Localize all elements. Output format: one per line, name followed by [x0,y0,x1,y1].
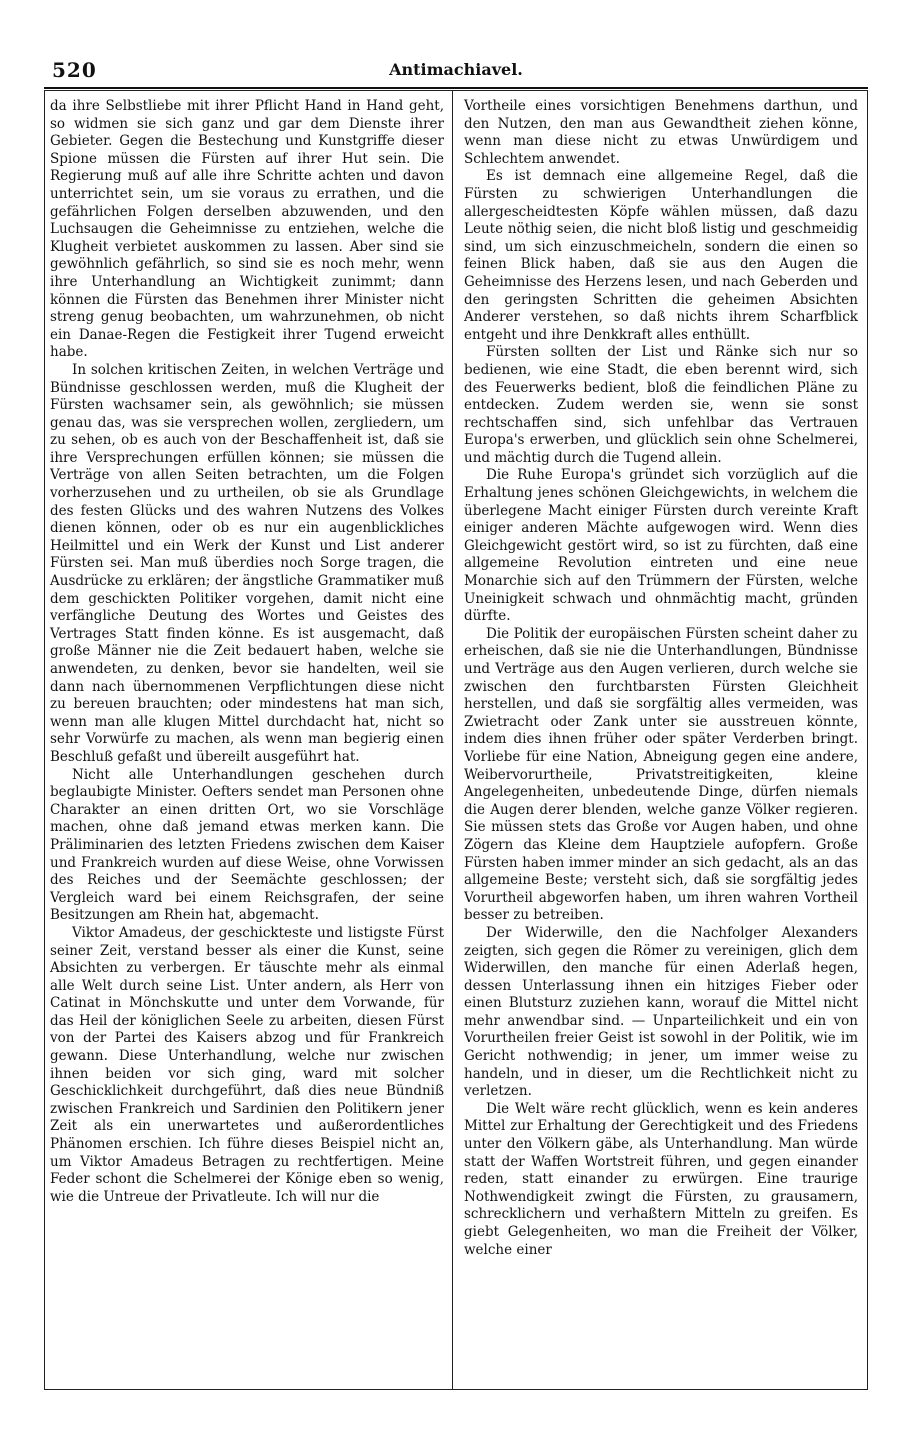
book-page [44,58,868,1390]
paragraph: In solchen kritischen Zeiten, in welchen Verträge und Bündnisse geschlossen werden, muß die Klugheit der Fürsten wachsamer sein, als gewöhnlich; sie müssen genau das, was sie versprechen wollen, zergliedern, um zu sehen, ob es auch von der Beschaffenheit ist, daß sie ihre Versprechungen erfüllen können; sie müssen die Verträge von allen Seiten betrachten, um die Folgen vorherzusehen und zu urtheilen, ob sie als Grundlage des festen Glücks und des wahren Nutzens des Volkes dienen können, oder ob es nur ein augenblickliches Heilmittel und ein Werk der Kunst und List anderer Fürsten sei. Man muß überdies noch Sorge tragen, die Ausdrücke zu erklären; der ängstliche Grammatiker muß dem geschickten Politiker vorgehen, damit nicht eine verfängliche Deutung des Wortes und Geistes des Vertrages Statt finden könne. Es ist ausgemacht, daß große Männer nie die Zeit bedauert haben, welche sie anwendeten, zu denken, bevor sie handelten, weil sie dann nach übernommenen Verpflichtungen diese nicht zu bereuen brauchten; oder mindestens hat man sich, wenn man alle klugen Mittel durchdacht hat, nicht so sehr Vorwürfe zu machen, als wenn man begierig einen Beschluß gefaßt und übereilt ausgeführt hat. [50,361,444,765]
running-title: Antimachiavel. [389,60,523,79]
paragraph: Fürsten sollten der List und Ränke sich nur so bedienen, wie eine Stadt, die eben berennt wird, sich des Feuerwerks bedient, bloß die feindlichen Pläne zu entdecken. Zudem werden sie, wenn sie sonst rechtschaffen sind, sich unfehlbar das Vertrauen Europa's erwerben, und glücklich sein ohne Schelmerei, und mächtig durch die Tugend allein. [464,344,858,466]
paragraph: Die Welt wäre recht glücklich, wenn es kein anderes Mittel zur Erhaltung der Gerechtigkeit und des Friedens unter den Völkern gäbe, als Unterhandlung. Man würde statt der Waffen Wortstreit führen, und gegen einander reden, statt einander zu erwürgen. Eine traurige Nothwendigkeit zwingt die Fürsten, zu grausamern, schrecklichern und verhaßtern Mitteln zu greifen. Es giebt Gelegenheiten, wo man die Freiheit der Völker, welche einer [464,1100,858,1258]
paragraph: Die Ruhe Europa's gründet sich vorzüglich auf die Erhaltung jenes schönen Gleichgewichts, in welchem die überlegene Macht einiger Fürsten durch vereinte Kraft einiger anderen Mächte aufgewogen wird. Wenn dies Gleichgewicht gestört wird, so ist zu fürchten, daß eine allgemeine Revolution eintreten und eine neue Monarchie sich auf den Trümmern der Fürsten, welche Uneinigkeit schwach und ohnmächtig macht, gründen dürfte. [464,467,858,625]
paragraph: Es ist demnach eine allgemeine Regel, daß die Fürsten zu schwierigen Unterhandlungen die allergescheidtesten Köpfe wählen müssen, daß dazu Leute nöthig seien, die nicht bloß listig und geschmeidig sind, um sich einzuschmeicheln, sondern die einen so feinen Blick haben, daß sie aus den Augen die Geheimnisse des Herzens lesen, und nach Geberden und den geringsten Schritten die geheimen Absichten Anderer verstehen, so daß nichts ihrem Scharfblick entgeht und ihre Denkkraft alles enthüllt. [464,168,858,343]
right-column [464,98,858,1259]
paragraph: Viktor Amadeus, der geschickteste und listigste Fürst seiner Zeit, verstand besser als einer die Kunst, seine Absichten zu verbergen. Er täuschte mehr als einmal alle Welt durch seine List. Unter andern, als Herr von Catinat in Mönchskutte und unter dem Vorwande, für das Heil der königlichen Seele zu arbeiten, diesen Fürst von der Partei des Kaisers abzog und für Frankreich gewann. Diese Unterhandlung, welche nur zwischen ihnen beiden vor sich ging, ward mit solcher Geschicklichkeit durchgeführt, daß dies neue Bündniß zwischen Frankreich und Sardinien den Politikern jener Zeit als ein unerwartetes und außerordentliches Phänomen erschien. Ich führe dieses Beispiel nicht an, um Viktor Amadeus Betragen zu rechtfertigen. Meine Feder schont die Schelmerei der Könige eben so wenig, wie die Untreue der Privatleute. Ich will nur die [50,924,444,1205]
column-divider [452,90,453,1390]
paragraph: Vortheile eines vorsichtigen Benehmens darthun, und den Nutzen, den man aus Gewandtheit ziehen könne, wenn man diese nicht zu etwas Unwürdigem und Schlechtem anwendet. [464,98,858,167]
left-column [50,98,444,1206]
paragraph: Die Politik der europäischen Fürsten scheint daher zu erheischen, daß sie nie die Unterhandlungen, Bündnisse und Verträge aus den Augen verlieren, durch welche sie zwischen den furchtbarsten Fürsten Gleichheit herstellen, und daß sie sorgfältig alles vermeiden, was Zwietracht oder Zank unter sie ausstreuen könnte, indem dies ihnen früher oder später Verderben bringt. Vorliebe für eine Nation, Abneigung gegen eine andere, Weibervorurtheile, Privatstreitigkeiten, kleine Angelegenheiten, unbedeutende Dinge, dürfen niemals die Augen derer blenden, welche ganze Völker regieren. Sie müssen stets das Große vor Augen haben, und ohne Zögern das Kleine dem Hauptziele aufopfern. Große Fürsten haben immer minder an sich gedacht, als an das allgemeine Beste; versteht sich, daß sie sorgfältig jedes Vorurtheil abgeworfen haben, um ihren wahren Vortheil besser zu betreiben. [464,625,858,924]
paragraph: da ihre Selbstliebe mit ihrer Pflicht Hand in Hand geht, so widmen sie sich ganz und gar dem Dienste ihrer Gebieter. Gegen die Bestechung und Kunstgriffe dieser Spione müssen die Fürsten auf ihrer Hut sein. Die Regierung muß auf alle ihre Schritte achten und davon unterrichtet sein, um sie voraus zu errathen, und die gefährlichen Folgen derselben abzuwenden, und den Luchsaugen die Geheimnisse zu entziehen, welche die Klugheit verbietet auskommen zu lassen. Aber sind sie gewöhnlich gefährlich, so sind sie es noch mehr, wenn ihre Unterhandlung an Wichtigkeit zunimmt; dann können die Fürsten das Benehmen ihrer Minister nicht streng genug beobachten, um wahrzunehmen, ob nicht ein Danae-Regen die Festigkeit ihrer Tugend erweicht habe. [50,98,444,361]
page-header [44,58,868,88]
header-rule [44,87,868,89]
paragraph: Der Widerwille, den die Nachfolger Alexanders zeigten, sich gegen die Römer zu vereinigen, glich dem Widerwillen, den manche für einen Aderlaß hegen, dessen Unterlassung ihnen ein hitziges Fieber oder einen Blutsturz zuziehen kann, worauf die Mittel nicht mehr anwendbar sind. — Unparteilichkeit und ein von Vorurtheilen freier Geist ist sowohl in der Politik, wie im Gericht nothwendig; in jener, um immer weise zu handeln, und in dieser, um die Rechtlichkeit nicht zu verletzen. [464,924,858,1100]
paragraph: Nicht alle Unterhandlungen geschehen durch beglaubigte Minister. Oefters sendet man Personen ohne Charakter an einen dritten Ort, wo sie Vorschläge machen, ohne daß jemand etwas merken kann. Die Präliminarien des letzten Friedens zwischen dem Kaiser und Frankreich wurden auf diese Weise, ohne Vorwissen des Reiches und der Seemächte geschlossen; der Vergleich ward bei einem Reichsgrafen, der seine Besitzungen am Rhein hat, abgemacht. [50,766,444,924]
page-number: 520 [52,58,97,82]
